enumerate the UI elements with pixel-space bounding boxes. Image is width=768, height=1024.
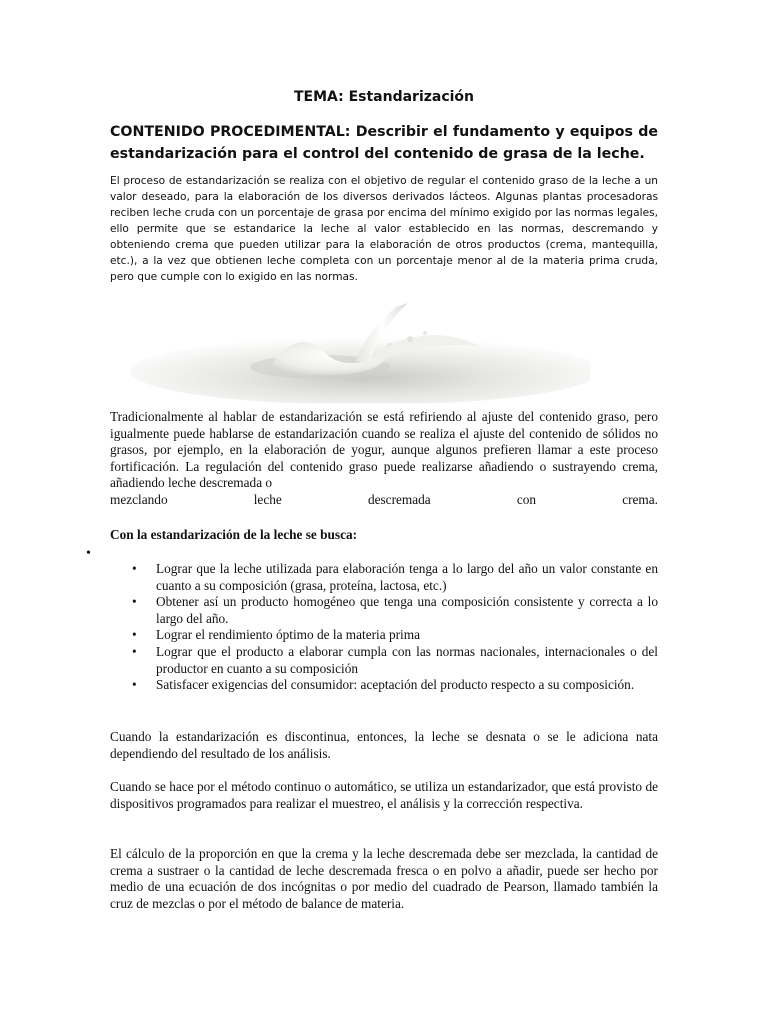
page-title: TEMA: Estandarización	[293, 89, 475, 105]
list-item	[110, 627, 658, 644]
intro-paragraph: El proceso de estandarización se realiza con el objetivo de regular el contenido graso de la leche a un valor deseado, para la elaboración de los diversos derivados lácteos. Algunas plantas procesadoras reciben leche cruda con un porcentaje de grasa por encima del mínimo exigido por las normas legales, ello permite que se estandarice la leche al valor establecido en las normas, descremando y obteniendo crema que pueden utilizar para la elaboración de otros productos (crema, mantequilla, etc.), a la vez que obtienen leche completa con un porcentaje menor al de la materia prima cruda, pero que cumple con lo exigido en las normas.	[110, 175, 658, 283]
empty-bullet: •	[86, 546, 91, 561]
list-item	[110, 594, 658, 627]
bullet-icon: •	[132, 677, 137, 693]
procedural-content-heading	[110, 121, 658, 165]
standardization-paragraph-text: Tradicionalmente al hablar de estandarización se está refiriendo al ajuste del contenido graso, pero igualmente puede hablarse de estandarización cuando se realiza el ajuste del contenido de sólidos no grasos, por ejemplo, en la elaboración de yogur, aunque algunos prefieren llamar a este proceso fortificación. La regulación del contenido graso puede realizarse añadiendo o sustrayendo crema, añadiendo leche descremada o	[110, 409, 658, 491]
bullet-icon: •	[132, 594, 137, 610]
objectives-list	[110, 561, 658, 694]
calculation-paragraph: El cálculo de la proporción en que la crema y la leche descremada debe ser mezclada, la cantidad de crema a sustraer o la cantidad de leche descremada fresca o en polvo a añadir, puede ser hecho por medio de una ecuación de dos incógnitas o por medio del cuadrado de Pearson, llamado también la cruz de mezclas o por el método de balance de materia.	[110, 846, 658, 911]
standardization-paragraph	[110, 409, 658, 509]
bullet-icon: •	[132, 627, 137, 643]
last-line-word: mezclando	[110, 491, 168, 507]
last-line-word: con	[516, 491, 537, 507]
list-item-text: Lograr que el producto a elaborar cumpla con las normas nacionales, internacionales o del productor en cuanto a su composición	[156, 643, 658, 676]
list-item-text: Lograr el rendimiento óptimo de la materia prima	[156, 627, 420, 643]
last-line-word: leche	[253, 491, 282, 507]
last-line-word: descremada	[367, 491, 431, 507]
bullet-icon: •	[132, 561, 137, 576]
list-item	[110, 644, 658, 677]
objectives-heading: Con la estandarización de la leche se busca:	[110, 527, 358, 542]
list-item-text: Satisfacer exigencias del consumidor: aceptación del producto respecto a su composición.	[156, 677, 635, 693]
continuous-paragraph: Cuando se hace por el método continuo o automático, se utiliza un estandarizador, que está provisto de dispositivos programados para realizar el muestreo, el análisis y la corrección respectiva.	[110, 779, 658, 811]
procedural-content-label: CONTENIDO PROCEDIMENTAL:	[110, 124, 351, 140]
list-item-text: Lograr que la leche utilizada para elaboración tenga a lo largo del año un valor constante en cuanto a su composición (grasa, proteína, lactosa, etc.)	[156, 561, 658, 593]
list-item	[110, 677, 658, 694]
standardization-paragraph-last-line	[110, 492, 658, 509]
procedural-content-text: Describir el fundamento y equipos de estandarización para el control del contenido de grasa de la leche.	[110, 124, 658, 162]
last-line-word: crema.	[622, 491, 658, 507]
list-item	[110, 561, 658, 594]
milk-splash-image	[120, 303, 590, 403]
list-item-text: Obtener así un producto homogéneo que tenga una composición consistente y correcta a lo largo del año.	[156, 594, 658, 626]
discontinuous-paragraph: Cuando la estandarización es discontinua, entonces, la leche se desnata o se le adiciona nata dependiendo del resultado de los análisis.	[110, 729, 658, 761]
bullet-icon: •	[132, 643, 137, 659]
